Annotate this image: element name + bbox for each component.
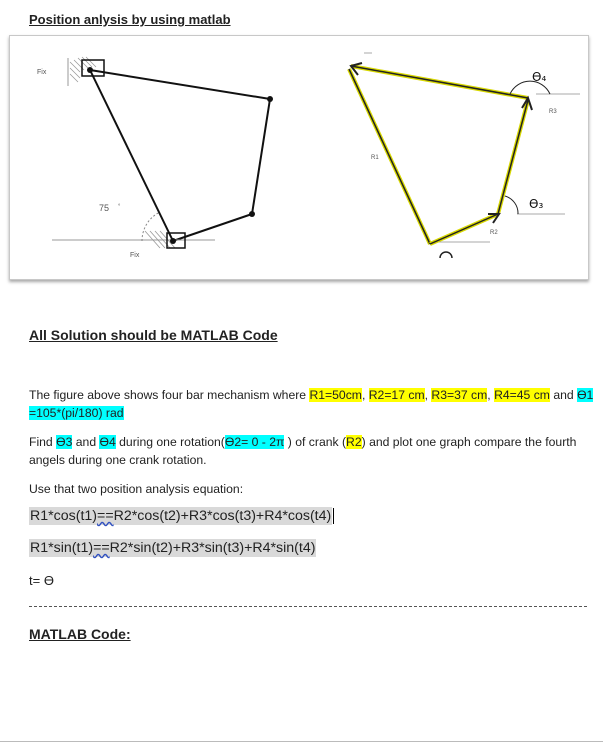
p2-text: ) and plot one graph compare the fourth angels during one crank rotation. xyxy=(29,435,577,467)
theta3-ref: ϴ3 xyxy=(56,435,73,449)
r2-ref: R2 xyxy=(346,435,362,449)
theta3-label: ϴ₃ xyxy=(529,197,544,211)
left-mechanism xyxy=(37,57,273,259)
divider xyxy=(29,606,587,607)
theta1-value: ϴ1 =105*(pi/180) rad xyxy=(29,388,594,420)
eq2-operator: == xyxy=(93,540,110,556)
p2-text: ) of crank ( xyxy=(284,435,347,449)
theta4-label: ϴ₄ xyxy=(532,70,547,84)
r2-label: R2 xyxy=(490,230,498,236)
paragraph-equations-intro: Use that two position analysis equation: xyxy=(29,482,244,496)
mechanism-figure xyxy=(9,35,589,280)
p1-comma: , xyxy=(361,388,369,402)
equation-sin xyxy=(29,540,316,556)
page-bottom-border xyxy=(0,741,603,742)
section-heading: All Solution should be MATLAB Code xyxy=(29,327,278,343)
r1-value: R1=50cm xyxy=(309,388,362,402)
p2-text: during one rotation( xyxy=(115,435,225,449)
theta4-ref: ϴ4 xyxy=(99,435,116,449)
p1-text: The figure above shows four bar mechanism where xyxy=(29,388,310,402)
p1-and: and xyxy=(549,388,578,402)
link-ground xyxy=(90,70,173,241)
r3-value: R3=37 cm xyxy=(431,388,488,402)
r2-value: R2=17 cm xyxy=(368,388,425,402)
p2-text: Find xyxy=(29,435,57,449)
page-title: Position anlysis by using matlab xyxy=(29,12,231,27)
eq1-rhs: R2*cos(t2)+R3*cos(t3)+R4*cos(t4) xyxy=(113,508,332,524)
r1-label: R1 xyxy=(371,155,379,161)
mechanism-diagram xyxy=(10,36,588,279)
right-mechanism xyxy=(349,53,580,258)
t-definition: t= ϴ xyxy=(29,573,54,588)
angle-arc xyxy=(142,212,160,241)
paragraph-task xyxy=(29,433,594,469)
link-right xyxy=(252,99,270,214)
eq1-operator: == xyxy=(97,508,114,524)
angle-label: 75 xyxy=(99,203,110,213)
fix-top-label: Fix xyxy=(37,69,47,76)
p1-comma: , xyxy=(424,388,432,402)
top-pivot-block xyxy=(82,60,104,76)
equation-cos xyxy=(29,508,334,524)
matlab-code-label: MATLAB Code: xyxy=(29,626,131,642)
fix-bottom-label: Fix xyxy=(130,252,140,259)
r4-value: R4=45 cm xyxy=(494,388,550,402)
p1-comma: , xyxy=(487,388,495,402)
paragraph-mechanism xyxy=(29,386,594,422)
eq2-rhs: R2*sin(t2)+R3*sin(t3)+R4*sin(t4) xyxy=(109,540,316,556)
r3-label: R3 xyxy=(549,109,557,115)
theta2-range: ϴ2= 0 - 2π xyxy=(224,435,285,449)
eq1-lhs: R1*cos(t1) xyxy=(30,508,98,524)
link-top xyxy=(90,70,270,99)
svg-text:°: ° xyxy=(118,204,121,210)
eq2-lhs: R1*sin(t1) xyxy=(30,540,94,556)
theta3-arc xyxy=(505,196,518,214)
p2-and: and xyxy=(72,435,100,449)
